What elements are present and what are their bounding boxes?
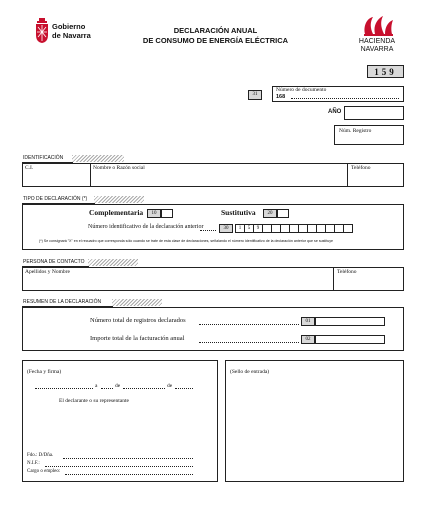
registros-label: Número total de registros declarados	[90, 317, 186, 324]
form-title	[128, 26, 303, 46]
prev-id-label: Número identificativo de la declaración anterior	[88, 224, 204, 230]
reg-number-field[interactable]	[334, 125, 404, 145]
doc-number-value: 168	[276, 94, 286, 100]
gobierno-navarra-logo	[35, 18, 110, 48]
hacienda-emblem-icon	[361, 14, 395, 36]
registros-code: 01	[301, 317, 315, 326]
sustitutiva-label: Sustitutiva	[221, 208, 256, 217]
doc-number-field[interactable]	[272, 86, 404, 102]
sustitutiva-code: 20	[263, 209, 277, 218]
prev-id-dots	[200, 230, 216, 231]
identificacion-section	[22, 163, 404, 187]
tipo-title: TIPO DE DECLARACIÓN (*)	[22, 196, 95, 204]
prev-id-code: 30	[219, 224, 233, 233]
firma-de-label2: de	[167, 383, 173, 389]
registros-dots	[199, 324, 299, 325]
gov-name-line2: de Navarra	[52, 31, 91, 40]
firma-a-label: a	[95, 383, 98, 389]
form-title-line1: DECLARACIÓN ANUAL	[173, 26, 258, 35]
importe-label: Importe total de la facturación anual	[90, 335, 185, 342]
firma-month-dots	[123, 388, 165, 389]
doc-code-box: 31	[248, 90, 262, 100]
model-number: 159	[374, 67, 397, 77]
sello-label: (Sello de entrada)	[230, 369, 270, 375]
sustitutiva-checkbox[interactable]	[277, 209, 289, 218]
cargo-dots	[65, 474, 193, 475]
contact-phone-label: Teléfono	[337, 269, 357, 275]
importe-code: 02	[301, 335, 315, 344]
doc-number-dots	[291, 98, 399, 99]
cargo-label: Cargo o empleo:	[27, 469, 61, 474]
firma-de-label1: de	[115, 383, 121, 389]
hacienda-navarra-logo	[352, 14, 402, 58]
resumen-section	[22, 307, 404, 351]
contacto-hatch	[88, 259, 138, 266]
prev-id-digit[interactable]: 5	[244, 224, 254, 233]
model-number-box	[367, 65, 404, 78]
name-label: Nombre o Razón social	[93, 165, 145, 171]
complementaria-label: Complementaria	[89, 208, 144, 217]
contact-divider	[333, 268, 334, 290]
complementaria-code: 10	[147, 209, 161, 218]
resumen-title: RESUMEN DE LA DECLARACIÓN	[22, 299, 113, 307]
contacto-title: PERSONA DE CONTACTO	[22, 259, 89, 267]
anio-field[interactable]	[344, 106, 404, 120]
form-title-line2: DE CONSUMO DE ENERGÍA ELÉCTRICA	[142, 36, 289, 45]
tipo-section	[22, 204, 404, 250]
hacienda-line1: HACIENDA	[358, 38, 396, 45]
firma-day-dots	[101, 388, 113, 389]
tipo-hatch	[94, 196, 144, 203]
fdo-dots	[63, 458, 193, 459]
ci-label: C.I.	[25, 165, 34, 171]
importe-dots	[199, 342, 299, 343]
firma-box	[22, 360, 218, 482]
resumen-hatch	[112, 299, 162, 306]
tipo-note: (*) Se consignará "X" en el recuadro que corresponda sólo cuando se trate de esta clase de declaraciones, señalando el número identificativo de la declaración anterior que se sustituye	[39, 239, 334, 243]
ci-divider	[90, 164, 91, 186]
identificacion-hatch	[72, 155, 124, 162]
doc-number-label: Número de documento	[276, 87, 327, 93]
declarante-label: El declarante o su representante	[59, 398, 129, 404]
name-divider	[347, 164, 348, 186]
sello-box	[225, 360, 404, 482]
coat-of-arms-icon	[35, 18, 49, 44]
reg-number-label: Núm. Registro	[339, 128, 372, 134]
anio-label: AÑO	[328, 109, 342, 115]
prev-id-digit[interactable]	[343, 224, 353, 233]
registros-field[interactable]	[315, 317, 385, 326]
firma-place-dots	[35, 388, 93, 389]
hacienda-line2: NAVARRA	[360, 46, 394, 53]
prev-id-digit[interactable]: 9	[253, 224, 263, 233]
contacto-section	[22, 267, 404, 291]
firma-year-dots	[175, 388, 193, 389]
nif-dots	[45, 466, 193, 467]
prev-id-digit[interactable]: 1	[235, 224, 245, 233]
gov-name-line1: Gobierno	[52, 22, 86, 31]
phone-label: Teléfono	[351, 165, 371, 171]
importe-field[interactable]	[315, 335, 385, 344]
fdo-label: Fdo.: D/Dña.	[27, 453, 54, 458]
contact-name-label: Apellidos y Nombre	[25, 269, 70, 275]
complementaria-checkbox[interactable]	[161, 209, 173, 218]
firma-date-label: (Fecha y firma)	[27, 369, 62, 375]
nif-label: N.I.F.:	[27, 461, 40, 466]
identificacion-title: IDENTIFICACIÓN	[22, 155, 73, 163]
